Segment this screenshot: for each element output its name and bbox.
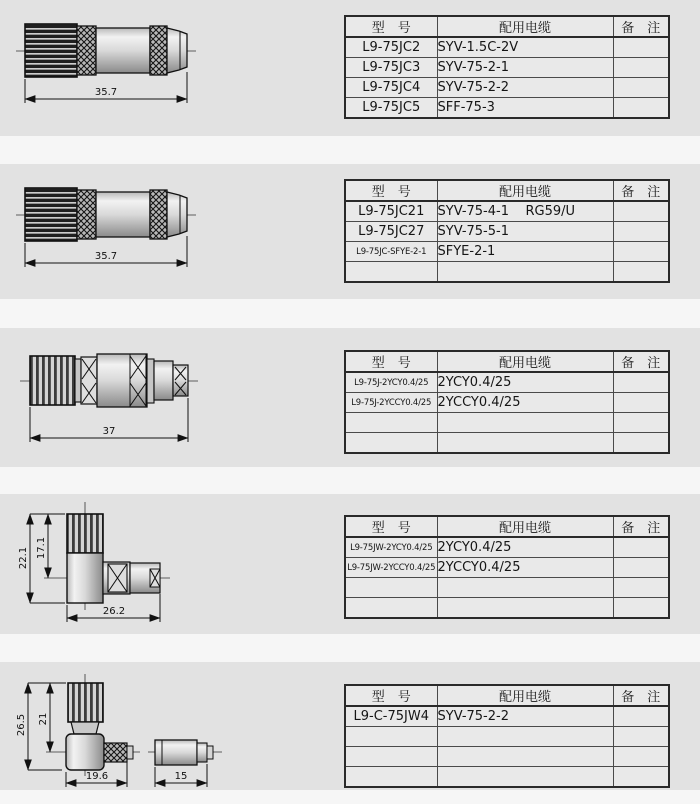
cable-cell: SFF-75-3 (437, 98, 613, 119)
remark-cell (613, 78, 669, 98)
col-header-cable: 配用电缆 (437, 351, 613, 372)
table-row (345, 372, 669, 393)
table-row (345, 222, 669, 242)
section-3 (0, 328, 700, 467)
dimension-label: 26.5 (16, 713, 27, 737)
dimension-label: 17.1 (36, 536, 47, 560)
table-row (345, 598, 669, 619)
knurl-ring-front (77, 26, 96, 75)
coupling-nut (30, 356, 75, 405)
table-row (345, 706, 669, 727)
dimension-label: 15 (174, 771, 188, 782)
height-outer-dimension (16, 683, 66, 770)
table-row (345, 37, 669, 58)
cable-cell: SYV-75-2-1 (437, 58, 613, 78)
cable-entry-tail (154, 361, 188, 400)
cable-cell (437, 413, 613, 433)
model-cell (345, 767, 437, 788)
remark-cell (613, 537, 669, 558)
cable-cell (437, 578, 613, 598)
cable-entry-tail (167, 192, 187, 237)
table-row (345, 201, 669, 222)
spec-table-5 (344, 684, 670, 788)
model-cell (345, 747, 437, 767)
remark-cell (613, 598, 669, 619)
model-cell: L9-75J-2YCY0.4/25 (345, 372, 437, 393)
remark-cell (613, 433, 669, 454)
dimension-label: 35.7 (94, 251, 118, 262)
coupling-nut (68, 683, 103, 722)
spec-table-4 (344, 515, 670, 619)
table-row (345, 747, 669, 767)
coupling-nut (67, 514, 103, 553)
col-header-remark: 备 注 (613, 351, 669, 372)
dimension-label: 35.7 (94, 87, 118, 98)
remark-cell (613, 413, 669, 433)
col-header-model: 型 号 (345, 351, 437, 372)
remark-cell (613, 58, 669, 78)
table-row (345, 578, 669, 598)
dimension-label: 22.1 (18, 546, 29, 570)
remark-cell (613, 372, 669, 393)
model-cell (345, 578, 437, 598)
drawing-straight-clamp-connector (0, 328, 210, 467)
cable-cell (437, 598, 613, 619)
section-1 (0, 0, 700, 136)
drawing-right-angle-connector (0, 494, 200, 634)
clamp-band (103, 562, 130, 594)
cable-cell (437, 747, 613, 767)
cable-cell: SYV-1.5C-2V (437, 37, 613, 58)
model-cell: L9-75JW-2YCCY0.4/25 (345, 558, 437, 578)
table-row (345, 58, 669, 78)
col-header-cable: 配用电缆 (437, 16, 613, 37)
height-inner-dimension (38, 683, 50, 752)
ferrule-part (155, 740, 213, 765)
cable-cell: SYV-75-2-2 (437, 706, 613, 727)
height-inner-dimension (36, 514, 48, 578)
cable-cell: 2YCCY0.4/25 (437, 393, 613, 413)
table-row (345, 727, 669, 747)
cable-cell: SYV-75-5-1 (437, 222, 613, 242)
table-row (345, 98, 669, 119)
col-header-remark: 备 注 (613, 516, 669, 537)
dimension-label: 26.2 (102, 606, 126, 617)
cable-cell: 2YCCY0.4/25 (437, 558, 613, 578)
cable-cell: SYV-75-4-1 RG59/U (437, 201, 613, 222)
connector-body (96, 192, 150, 237)
table-row (345, 767, 669, 788)
model-cell (345, 598, 437, 619)
spec-table-2 (344, 179, 670, 283)
remark-cell (613, 201, 669, 222)
table-row (345, 242, 669, 262)
model-cell: L9-75JC3 (345, 58, 437, 78)
model-cell: L9-75JC21 (345, 201, 437, 222)
table-row (345, 78, 669, 98)
model-cell: L9-75JC4 (345, 78, 437, 98)
model-cell: L9-75JC27 (345, 222, 437, 242)
remark-cell (613, 558, 669, 578)
col-header-model: 型 号 (345, 516, 437, 537)
cable-cell: 2YCY0.4/25 (437, 372, 613, 393)
model-cell (345, 727, 437, 747)
remark-cell (613, 37, 669, 58)
table-row (345, 413, 669, 433)
model-cell (345, 413, 437, 433)
drawing-right-angle-connector-with-ferrule (0, 662, 240, 790)
col-header-cable: 配用电缆 (437, 685, 613, 706)
remark-cell (613, 242, 669, 262)
spec-table-1 (344, 15, 670, 119)
remark-cell (613, 767, 669, 788)
model-cell: L9-C-75JW4 (345, 706, 437, 727)
remark-cell (613, 222, 669, 242)
step-ring (147, 359, 154, 403)
table-row (345, 433, 669, 454)
dimension-label: 21 (38, 712, 49, 726)
remark-cell (613, 578, 669, 598)
remark-cell (613, 262, 669, 283)
dimension-label: 19.6 (85, 771, 109, 782)
collar (75, 359, 81, 402)
knurl-ring-rear (150, 26, 167, 75)
cable-entry-tail (130, 563, 160, 593)
connector-body (67, 553, 103, 603)
connector-body (96, 28, 150, 73)
remark-cell (613, 747, 669, 767)
model-cell: L9-75JC5 (345, 98, 437, 119)
model-cell (345, 433, 437, 454)
table-row (345, 558, 669, 578)
remark-cell (613, 393, 669, 413)
model-cell (345, 262, 437, 283)
col-header-model: 型 号 (345, 16, 437, 37)
model-cell: L9-75JW-2YCY0.4/25 (345, 537, 437, 558)
model-cell: L9-75JC2 (345, 37, 437, 58)
col-header-remark: 备 注 (613, 685, 669, 706)
cable-cell (437, 433, 613, 454)
coupling-nut (25, 188, 77, 241)
connector-body (66, 734, 104, 770)
cable-entry-tail (167, 28, 187, 73)
cable-cell (437, 727, 613, 747)
cable-cell (437, 767, 613, 788)
coupling-nut (25, 24, 77, 77)
crimp-stub (104, 743, 133, 762)
col-header-model: 型 号 (345, 685, 437, 706)
col-header-cable: 配用电缆 (437, 516, 613, 537)
col-header-model: 型 号 (345, 180, 437, 201)
clamp-band-front (81, 357, 97, 404)
drawing-straight-connector-2 (0, 164, 210, 299)
section-5 (0, 662, 700, 790)
remark-cell (613, 706, 669, 727)
col-header-remark: 备 注 (613, 16, 669, 37)
dimension-label: 37 (102, 426, 116, 437)
connector-body (97, 354, 147, 407)
col-header-remark: 备 注 (613, 180, 669, 201)
section-2 (0, 164, 700, 299)
col-header-cable: 配用电缆 (437, 180, 613, 201)
spec-table-3 (344, 350, 670, 454)
cable-cell: SYV-75-2-2 (437, 78, 613, 98)
table-row (345, 262, 669, 283)
cable-cell: 2YCY0.4/25 (437, 537, 613, 558)
remark-cell (613, 98, 669, 119)
table-row (345, 537, 669, 558)
cable-cell (437, 262, 613, 283)
table-row (345, 393, 669, 413)
cable-cell: SFYE-2-1 (437, 242, 613, 262)
section-4 (0, 494, 700, 634)
remark-cell (613, 727, 669, 747)
knurl-ring-rear (150, 190, 167, 239)
model-cell: L9-75J-2YCCY0.4/25 (345, 393, 437, 413)
drawing-straight-connector-1 (0, 0, 210, 136)
knurl-ring-front (77, 190, 96, 239)
ferrule-length-dimension (155, 764, 207, 787)
neck (71, 722, 99, 734)
model-cell: L9-75JC-SFYE-2-1 (345, 242, 437, 262)
